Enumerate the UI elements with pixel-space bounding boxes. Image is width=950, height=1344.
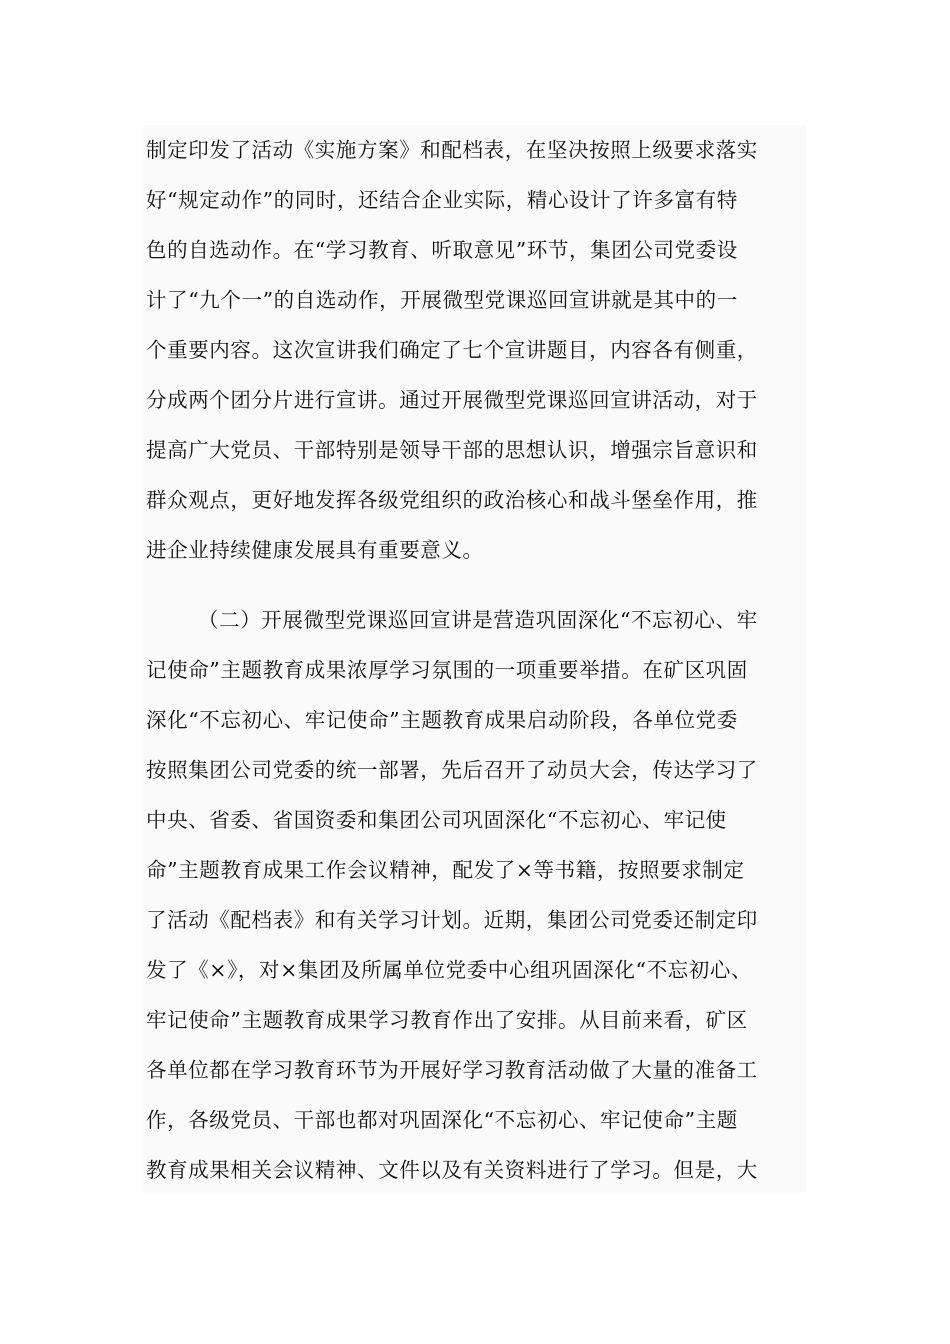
text-line: 群众观点，更好地发挥各级党组织的政治核心和战斗堡垒作用，推 [146,488,758,512]
section-heading-line: （二）开展微型党课巡回宣讲是营造巩固深化“不忘初心、牢 [198,608,758,632]
text-line: 进企业持续健康发展具有重要意义。 [146,538,484,562]
text-line: 作，各级党员、干部也都对巩固深化“不忘初心、牢记使命”主题 [146,1108,738,1132]
text-line: 分成两个团分片进行宣讲。通过开展微型党课巡回宣讲活动，对于 [146,388,758,412]
text-line: 命”主题教育成果工作会议精神，配发了×等书籍，按照要求制定 [146,858,745,882]
text-line: 牢记使命”主题教育成果学习教育作出了安排。从目前来看，矿区 [146,1008,748,1032]
text-line: 个重要内容。这次宣讲我们确定了七个宣讲题目，内容各有侧重， [146,338,758,362]
text-line: 中央、省委、省国资委和集团公司巩固深化“不忘初心、牢记使 [146,808,727,832]
text-line: 计了“九个一”的自选动作，开展微型党课巡回宣讲就是其中的一 [146,288,738,312]
text-line: 好“规定动作”的同时，还结合企业实际，精心设计了许多富有特 [146,188,738,212]
text-line: 提高广大党员、干部特别是领导干部的思想认识，增强宗旨意识和 [146,438,758,462]
text-line: 深化“不忘初心、牢记使命”主题教育成果启动阶段，各单位党委 [146,708,738,732]
text-line: 教育成果相关会议精神、文件以及有关资料进行了学习。但是，大 [146,1158,758,1182]
text-line: 了活动《配档表》和有关学习计划。近期，集团公司党委还制定印 [146,908,758,932]
text-line: 制定印发了活动《实施方案》和配档表，在坚决按照上级要求落实 [146,138,758,162]
text-line: 色的自选动作。在“学习教育、听取意见”环节，集团公司党委设 [146,238,738,262]
text-line: 发了《×》，对×集团及所属单位党委中心组巩固深化“不忘初心、 [146,958,753,982]
text-line: 记使命”主题教育成果浓厚学习氛围的一项重要举措。在矿区巩固 [146,658,748,682]
text-line: 各单位都在学习教育环节为开展好学习教育活动做了大量的准备工 [146,1058,758,1082]
body-text [143,125,806,1193]
text-line: 按照集团公司党委的统一部署，先后召开了动员大会，传达学习了 [146,758,758,782]
